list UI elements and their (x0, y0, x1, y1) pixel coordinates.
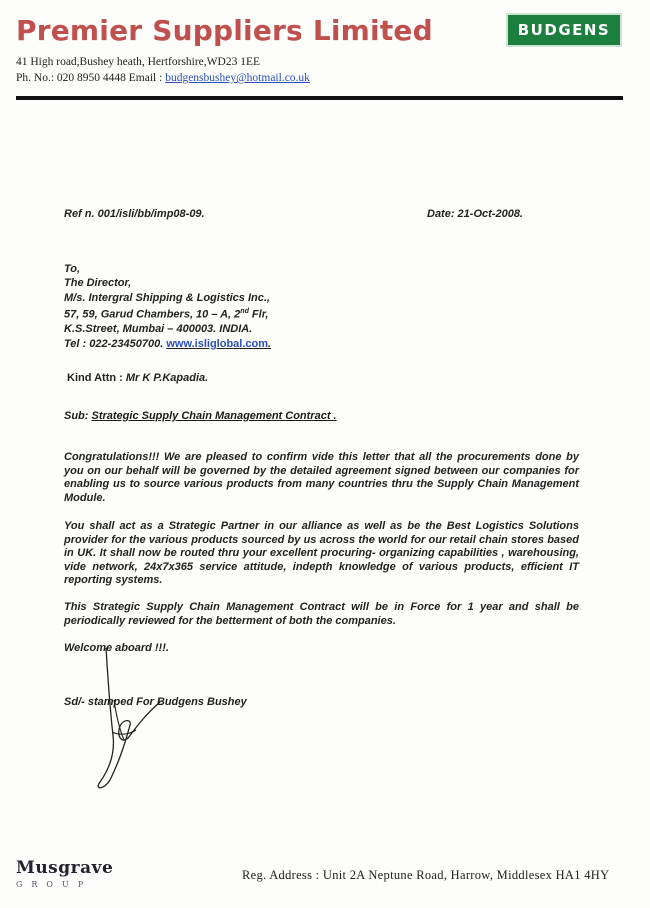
subject-title: Strategic Supply Chain Management Contract . (91, 410, 337, 422)
handwritten-signature (86, 640, 176, 790)
body-paragraph: You shall act as a Strategic Partner in our alliance as well as be the Best Logistics Solutions provider for the various products sourced by us across the world for our retail chain stores based in UK. It shall now be routed thru your excellent procuring- organizing capabilities , warehousing, vide network, 24x7x365 service attitude, indepth knowledge of various products, efficient IT reporting systems. (64, 520, 579, 587)
registered-address: Reg. Address : Unit 2A Neptune Road, Harrow, Middlesex HA1 4HY (242, 868, 610, 882)
welcome-line: Welcome aboard !!!. (64, 642, 169, 654)
phone-label: Ph. No.: 020 8950 4448 Email : (16, 72, 166, 84)
company-name: Premier Suppliers Limited (16, 14, 433, 47)
body-paragraph: This Strategic Supply Chain Management Contract will be in Force for 1 year and shall be periodically reviewed for the betterment of both the companies. (64, 601, 579, 627)
letter-date: Date: 21-Oct-2008. (427, 208, 523, 220)
recipient-block (64, 262, 271, 351)
recipient-company: M/s. Intergral Shipping & Logistics Inc., (64, 291, 270, 304)
email-link[interactable]: budgensbushey@hotmail.co.uk (165, 72, 310, 84)
website-link[interactable]: www.isliglobal.com (166, 337, 269, 350)
header-divider (16, 96, 623, 100)
recipient-address-1: 57, 59, Garud Chambers, 10 – A, 2nd Flr, (64, 308, 269, 321)
recipient-tel: Tel : 022-23450700. www.isliglobal.com. (64, 337, 272, 350)
contact-line (16, 72, 310, 84)
kind-attn-label: Kind Attn : (67, 372, 126, 384)
body-paragraph: Congratulations!!! We are pleased to confirm vide this letter that all the procurements done by you on our behalf will be governed by the detailed agreement signed between our companies for enabling us to source various products from many countries thru the Supply Chain Management Module. (64, 451, 579, 504)
budgens-logo: BUDGENS (506, 13, 622, 47)
kind-attention (67, 372, 208, 384)
recipient-address-2: K.S.Street, Mumbai – 400003. INDIA. (64, 323, 253, 336)
to-line: To, (64, 263, 81, 275)
signoff-line: Sd/- stamped For Budgens Bushey (64, 696, 247, 708)
recipient-title: The Director, (64, 277, 132, 290)
reference-number: Ref n. 001/isli/bb/imp08-09. (64, 208, 205, 220)
musgrave-logo: Musgrave GROUP (16, 858, 114, 889)
company-address: 41 High road,Bushey heath, Hertforshire,WD23 1EE (16, 56, 260, 68)
subject-line: Sub: Strategic Supply Chain Management Contract . (64, 410, 337, 422)
kind-attn-name: Mr K P.Kapadia. (125, 372, 209, 384)
